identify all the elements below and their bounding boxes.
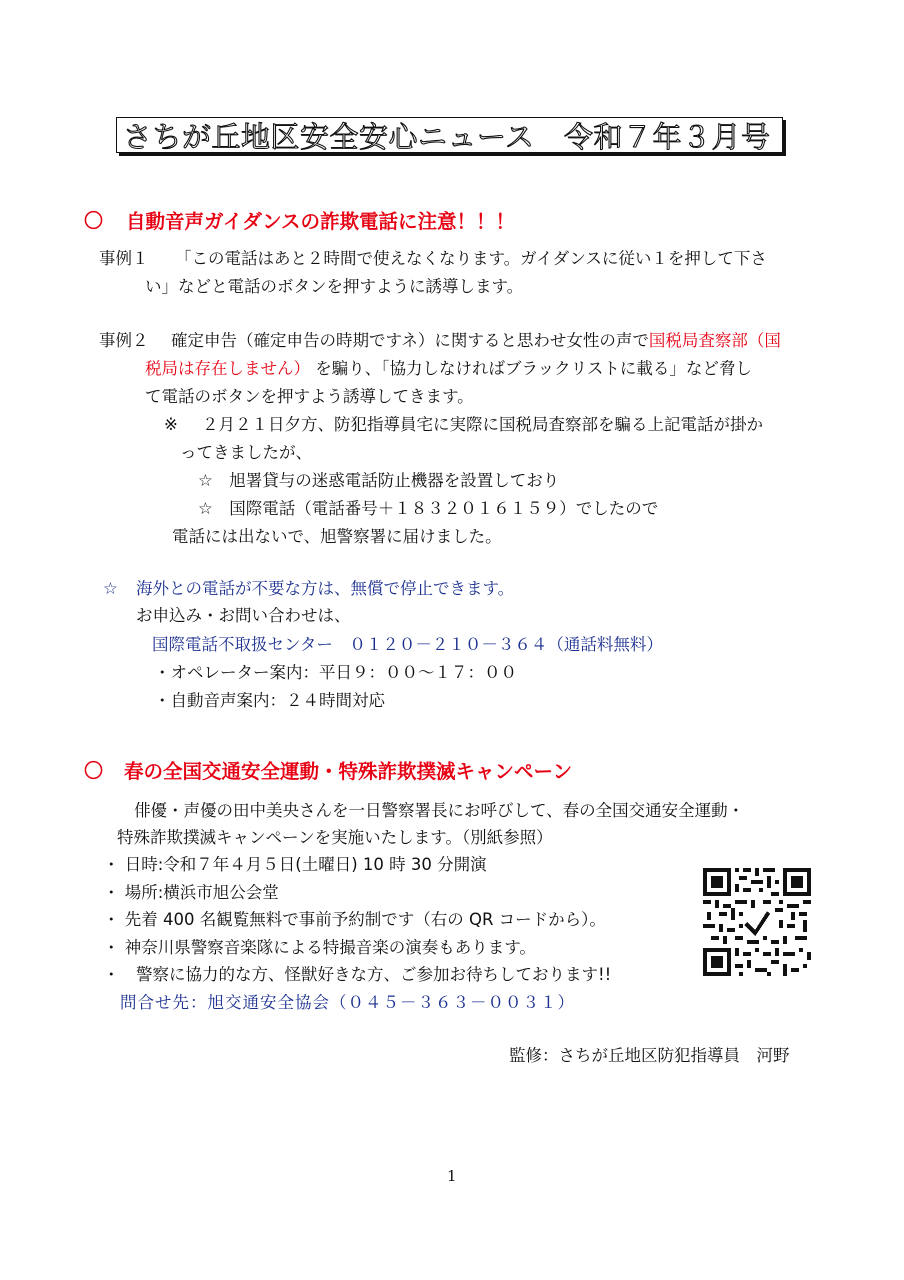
stop-star-icon: ☆ [103, 579, 118, 598]
note-line2: ってきましたが、 [180, 443, 312, 462]
case1-line2: い」などと電話のボタンを押すように誘導します。 [145, 277, 524, 296]
center-contact: 国際電話不取扱センター ０１２０－２１０－３６４（通話料無料） [152, 635, 663, 654]
section1-mark: 〇 [84, 210, 104, 232]
case2-line1-text: 確定申告（確定申告の時期ですネ）に関すると思わせ女性の声で [171, 331, 649, 350]
note-mark: ※ [164, 415, 178, 434]
case2-line1 [171, 328, 781, 354]
supervisor-credit: 監修：さちが丘地区防犯指導員 河野 [509, 1046, 790, 1065]
case2-line2 [145, 356, 752, 382]
section2-mark: 〇 [84, 760, 104, 782]
auto-voice-hours: ・自動音声案内：２４時間対応 [154, 691, 385, 710]
event-invitation: ・ 警察に協力的な方、怪獣好きな方、ご参加お待ちしております!! [103, 965, 612, 984]
section2-heading: 春の全国交通安全運動・特殊詐欺撲滅キャンペーン [124, 760, 573, 783]
operator-hours: ・オペレーター案内：平日９：００～１７：００ [154, 663, 517, 682]
event-venue: ・ 場所:横浜市旭公会堂 [103, 883, 279, 902]
newsletter-title: さちが丘地区安全安心ニュース 令和７年３月号 [123, 119, 771, 154]
apply-text: お申込み・お問い合わせは、 [136, 606, 351, 625]
qr-code-icon[interactable] [703, 868, 811, 976]
note-star2: ☆ 国際電話（電話番号＋１８３２０１６１５９）でしたので [198, 499, 659, 518]
event-band: ・ 神奈川県警察音楽隊による特撮音楽の演奏もあります。 [103, 938, 536, 957]
section1-heading: 自動音声ガイダンスの詐欺電話に注意！！！ [126, 210, 516, 233]
case1-line1: 「この電話はあと２時間で使えなくなります。ガイダンスに従い１を押して下さ [175, 249, 767, 268]
note-star1: ☆ 旭署貸与の迷惑電話防止機器を設置しており [198, 471, 560, 490]
case2-line2-text: を騙り、「協力しなければブラックリストに載る」など脅し [315, 359, 752, 378]
newsletter-title-box [116, 117, 783, 153]
event-date: ・ 日時:令和７年４月５日(土曜日) 10 時 30 分開演 [103, 855, 487, 874]
case2-line3: て電話のボタンを押すよう誘導してきます。 [145, 387, 474, 406]
note-end: 電話には出ないで、旭警察署に届けました。 [172, 527, 502, 546]
case2-line1-red: 国税局査察部（国 [648, 331, 781, 350]
section2-intro2: 特殊詐欺撲滅キャンペーンを実施いたします。（別紙参照） [117, 828, 553, 847]
page-number: 1 [447, 1167, 457, 1185]
event-admission: ・ 先着 400 名観覧無料で事前予約制です（右の QR コードから）。 [103, 910, 606, 929]
section2-intro1: 俳優・声優の田中美央さんを一日警察署長にお呼びして、春の全国交通安全運動・ [134, 801, 745, 820]
traffic-safety-contact: 問合せ先：旭交通安全協会（０４５－３６３－００３１） [120, 993, 575, 1012]
stop-service-text: 海外との電話が不要な方は、無償で停止できます。 [136, 579, 515, 598]
case2-label: 事例２ [99, 331, 149, 350]
case1-label: 事例１ [99, 249, 149, 268]
note-line1: ２月２１日夕方、防犯指導員宅に実際に国税局査察部を騙る上記電話が掛か [202, 415, 763, 434]
case2-line2-red: 税局は存在しません） [145, 359, 310, 378]
